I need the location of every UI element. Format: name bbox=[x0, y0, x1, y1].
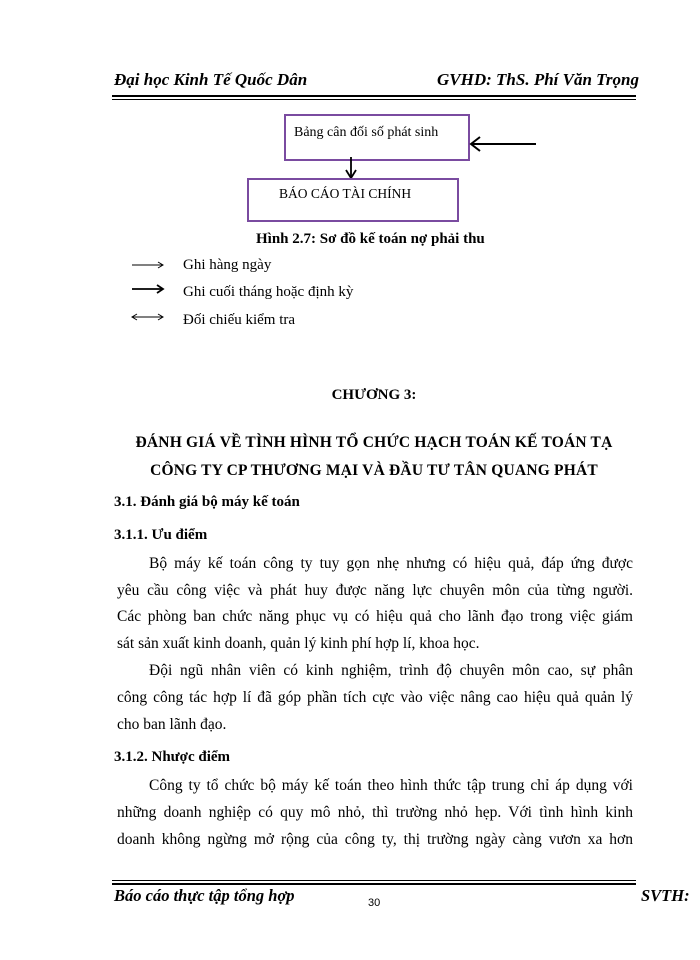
chapter-number: CHƯƠNG 3: bbox=[331, 387, 417, 403]
thin-arrow-icon bbox=[132, 262, 163, 268]
diagram-box-financial-report-label: BÁO CÁO TÀI CHÍNH bbox=[279, 186, 412, 201]
chapter-title-line1: ĐÁNH GIÁ VỀ TÌNH HÌNH TỔ CHỨC HẠCH TOÁN KẾ TOÁN TẠ bbox=[135, 434, 613, 451]
subsection-heading-3-1-1: 3.1.1. Ưu điểm bbox=[114, 527, 208, 543]
paragraph-line: Các phòng ban chức năng phục vụ có hiệu quả cho lãnh đạo trong việc giám bbox=[117, 608, 633, 625]
paragraph-line: công công tác hợp lí đã góp phần tích cực vào việc nâng cao hiệu quả quản lý bbox=[117, 689, 633, 706]
double-arrow-icon bbox=[132, 314, 163, 320]
paragraph-line: cho ban lãnh đạo. bbox=[117, 716, 227, 733]
footer-report-title: Báo cáo thực tập tổng hợp bbox=[114, 886, 295, 905]
diagram-incoming-arrow bbox=[471, 137, 536, 151]
legend-reconcile: Đối chiếu kiểm tra bbox=[183, 312, 296, 328]
bold-arrow-icon bbox=[132, 285, 163, 293]
page-number: 30 bbox=[368, 897, 381, 909]
figure-caption: Hình 2.7: Sơ đồ kế toán nợ phải thu bbox=[256, 231, 485, 247]
footer-student: SVTH: bbox=[641, 886, 690, 905]
footer-rule-thick bbox=[112, 883, 636, 885]
paragraph-line: yêu cầu công việc và phát huy được năng lực chuyên môn của từng người. bbox=[117, 582, 633, 599]
diagram-down-arrow bbox=[346, 157, 356, 178]
paragraph-line: những doanh nghiệp có quy mô nhỏ, thì trường nhỏ hẹp. Với tình hình kinh bbox=[117, 804, 633, 821]
paragraph-line: doanh không ngừng mở rộng của công ty, thị trường ngày càng vươn xa hơn bbox=[117, 831, 633, 848]
legend-daily: Ghi hàng ngày bbox=[183, 257, 272, 273]
paragraph-line: Công ty tổ chức bộ máy kế toán theo hình thức tập trung chỉ áp dụng với bbox=[149, 777, 633, 794]
header-advisor: GVHD: ThS. Phí Văn Trọng bbox=[437, 70, 639, 89]
paragraph-line: Đội ngũ nhân viên có kinh nghiệm, trình độ chuyên môn cao, sự phân bbox=[149, 662, 633, 679]
section-heading-3-1: 3.1. Đánh giá bộ máy kế toán bbox=[114, 494, 300, 510]
header-university: Đại học Kinh Tế Quốc Dân bbox=[114, 70, 308, 89]
paragraph-line: Bộ máy kế toán công ty tuy gọn nhẹ nhưng có hiệu quả, đáp ứng được bbox=[149, 555, 633, 572]
legend-monthly: Ghi cuối tháng hoặc định kỳ bbox=[183, 284, 354, 300]
footer-rule-thin bbox=[112, 880, 636, 881]
diagram-box-trial-balance-label: Bảng cân đối số phát sinh bbox=[294, 125, 439, 140]
subsection-heading-3-1-2: 3.1.2. Nhược điểm bbox=[114, 749, 231, 765]
chapter-title-line2: CÔNG TY CP THƯƠNG MẠI VÀ ĐẦU TƯ TÂN QUANG PHÁT bbox=[150, 462, 598, 479]
paragraph-line: sát sản xuất kinh doanh, quản lý kinh phí hợp lí, khoa học. bbox=[117, 635, 480, 652]
legend-icons bbox=[130, 256, 170, 328]
